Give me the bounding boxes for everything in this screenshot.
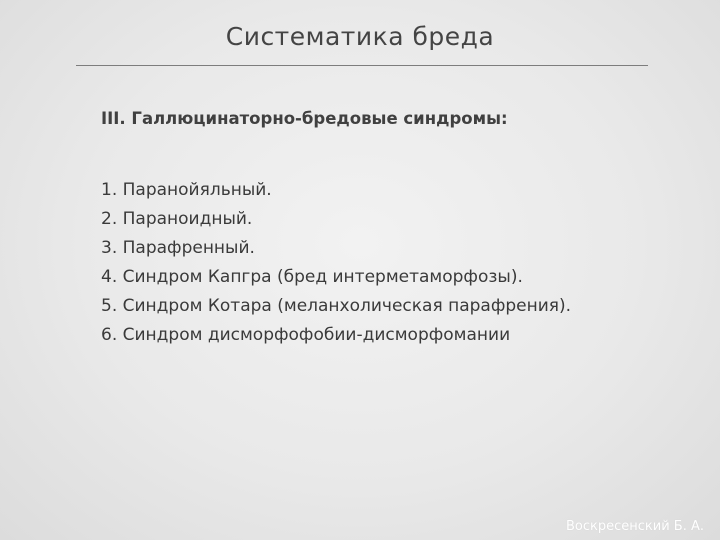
list-item: 5. Синдром Котара (меланхолическая парафрения). [101, 296, 572, 316]
list-item: 3. Парафренный. [101, 238, 255, 258]
title-divider [76, 65, 648, 66]
list-item: 1. Паранойяльный. [101, 180, 272, 200]
list-item: 6. Синдром дисморфофобии-дисморфомании [101, 325, 511, 345]
syndrome-list [101, 176, 571, 350]
slide-title: Систематика бреда [225, 22, 495, 51]
list-item: 2. Параноидный. [101, 209, 253, 229]
author-footer: Воскресенский Б. А. [565, 519, 704, 534]
section-heading: III. Галлюцинаторно-бредовые синдромы: [101, 109, 508, 128]
list-item: 4. Синдром Капгра (бред интерметаморфозы). [101, 267, 523, 287]
